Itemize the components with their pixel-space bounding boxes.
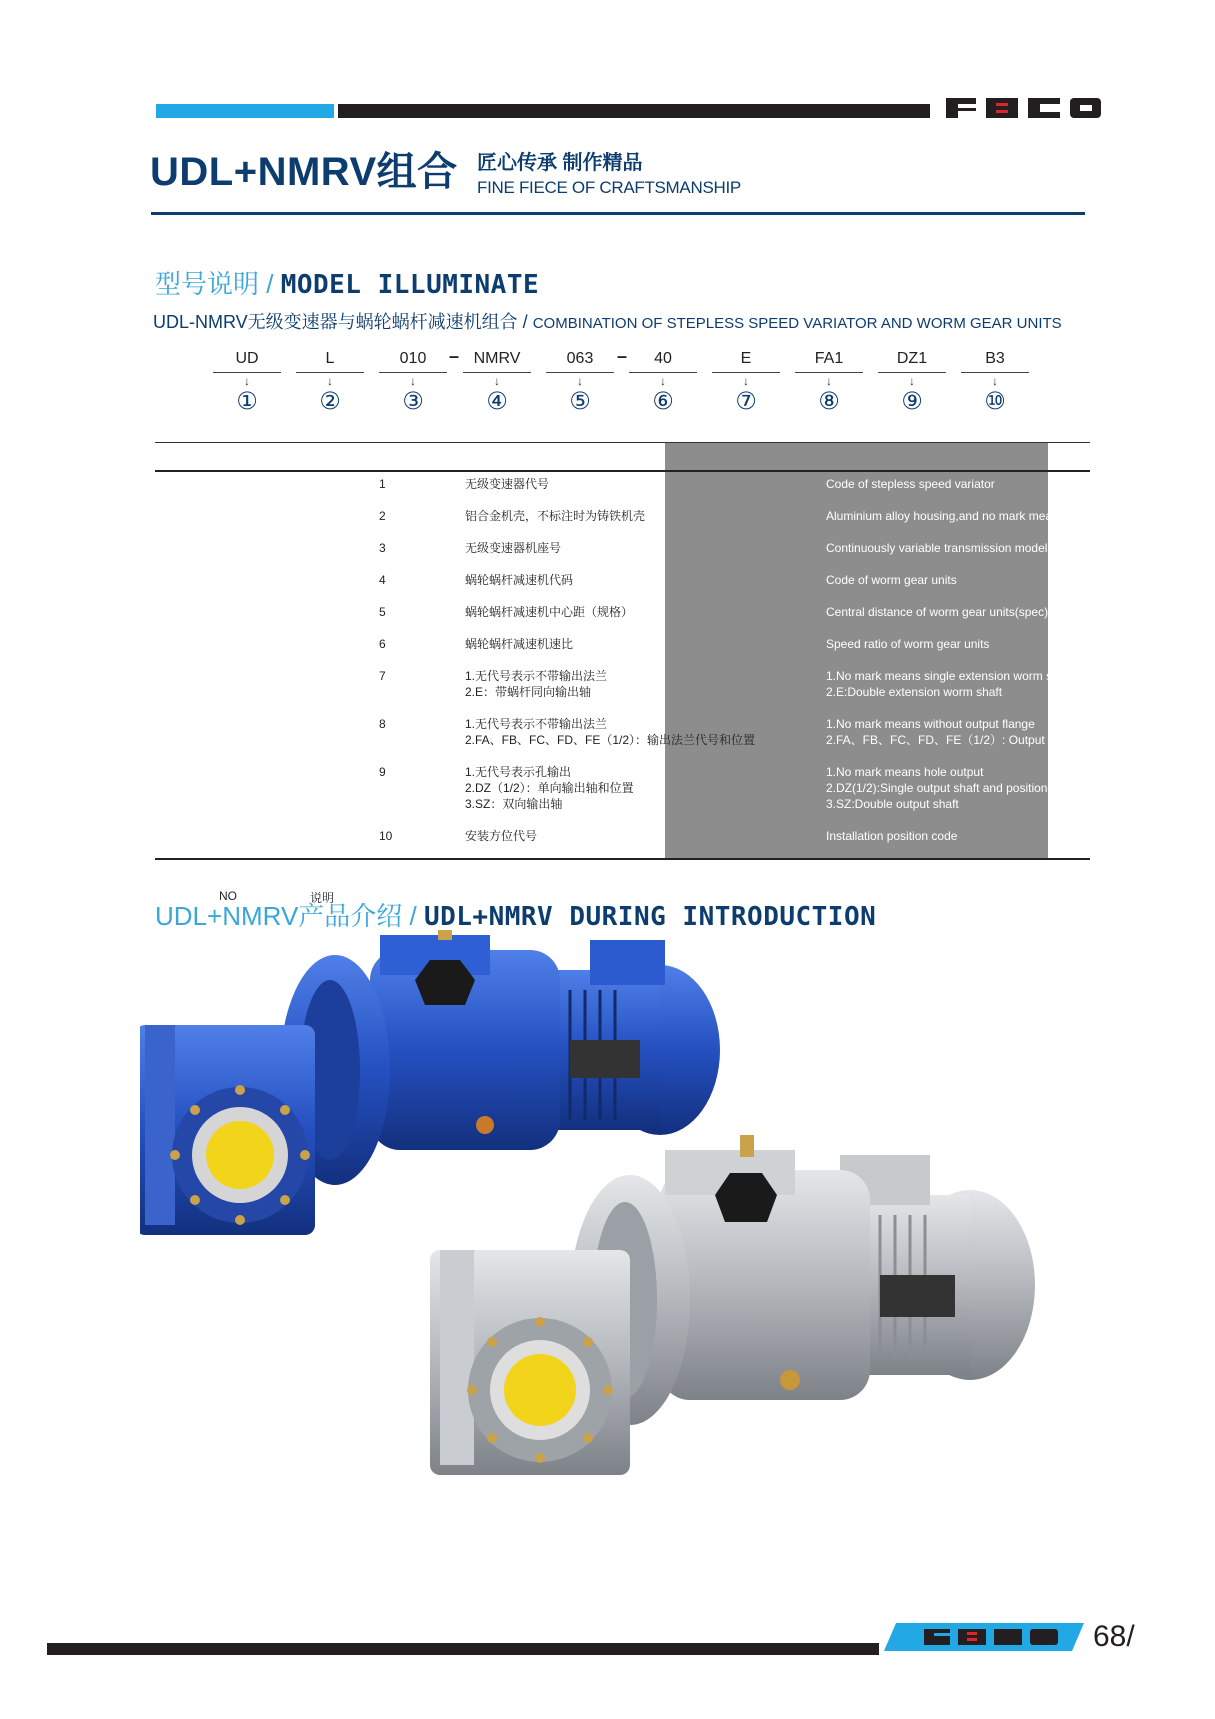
section-model-subtitle-en: COMBINATION OF STEPLESS SPEED VARIATOR AND WORM GEAR UNITS xyxy=(532,315,1062,332)
model-code-value: UD xyxy=(235,350,259,367)
brand-logo-top xyxy=(946,96,1101,120)
section-model-heading xyxy=(155,264,539,301)
description-line: 安装方位代号 xyxy=(465,829,538,843)
underline xyxy=(296,372,364,373)
comment-line: 2.E:Double extension worm shaft xyxy=(826,685,1003,699)
comment-line: Continuously variable transmission model xyxy=(826,541,1048,555)
model-code-index: ⑤ xyxy=(569,388,591,415)
output-cap-icon xyxy=(206,1121,274,1189)
arrow-down-icon: ↓ xyxy=(494,374,500,388)
model-code-value: L xyxy=(325,350,335,367)
model-code-value: 063 xyxy=(566,350,594,367)
row-number: 1 xyxy=(379,477,386,491)
model-code-index: ⑧ xyxy=(818,388,840,415)
row-comment-en xyxy=(826,764,1206,812)
table-header-rule xyxy=(155,470,1090,472)
description-line: 1.无代号表示孔输出 xyxy=(465,765,572,779)
description-line: 1.无代号表示不带输出法兰 xyxy=(465,717,608,731)
model-code-index: ⑨ xyxy=(901,388,923,415)
comment-line: 1.No mark means hole output xyxy=(826,765,984,779)
model-code-value: DZ1 xyxy=(896,350,928,367)
output-cap-icon xyxy=(504,1354,576,1426)
underline xyxy=(878,372,946,373)
model-code-value: 010 xyxy=(399,350,427,367)
table-header-description: 说明 xyxy=(310,891,335,905)
description-line: 无级变速器机座号 xyxy=(465,541,562,555)
row-description-cn xyxy=(465,636,815,652)
footer-bar xyxy=(47,1643,879,1655)
table-bottom-rule xyxy=(155,858,1090,860)
underline xyxy=(712,372,780,373)
title-divider xyxy=(151,212,1085,215)
model-code-dash: – xyxy=(617,346,628,366)
underline xyxy=(463,372,531,373)
model-code-value: 40 xyxy=(654,350,672,367)
arrow-down-icon: ↓ xyxy=(992,374,998,388)
row-number: 7 xyxy=(379,669,386,683)
brand-logo-bottom xyxy=(884,1623,1084,1651)
slogan-chinese: 匠心传承 制作精品 xyxy=(477,152,643,174)
row-comment-en xyxy=(826,476,1206,492)
model-code-value: FA1 xyxy=(814,350,844,367)
model-code-segment xyxy=(961,348,1029,416)
underline xyxy=(795,372,863,373)
model-code-segment xyxy=(463,348,531,416)
row-comment-en xyxy=(826,636,1206,652)
arrow-down-icon: ↓ xyxy=(660,374,666,388)
page-title: UDL+NMRV组合 xyxy=(150,150,458,194)
model-code-index: ⑥ xyxy=(652,388,674,415)
row-number: 3 xyxy=(379,541,386,555)
model-code-value: NMRV xyxy=(473,350,521,367)
section-introduction-title-cn: UDL+NMRV产品介绍 / xyxy=(155,901,417,931)
arrow-down-icon: ↓ xyxy=(743,374,749,388)
row-comment-en xyxy=(826,572,1206,588)
comment-line: 1.No mark means without output flange xyxy=(826,717,1035,731)
model-code-index: ① xyxy=(236,388,258,415)
svg-text:FECO: FECO xyxy=(884,1623,887,1624)
comment-line: 2.FA、FB、FC、FD、FE（1/2）: Output flange and position xyxy=(826,733,1149,747)
nameplate xyxy=(570,1040,640,1078)
underline xyxy=(629,372,697,373)
arrow-down-icon: ↓ xyxy=(577,374,583,388)
underline xyxy=(961,372,1029,373)
comment-line: Speed ratio of worm gear units xyxy=(826,637,990,651)
arrow-down-icon: ↓ xyxy=(410,374,416,388)
row-description-cn xyxy=(465,764,815,812)
model-code-index: ③ xyxy=(402,388,424,415)
model-code-index: ④ xyxy=(486,388,508,415)
row-number: 2 xyxy=(379,509,386,523)
section-introduction-title-en: UDL+NMRV DURING INTRODUCTION xyxy=(423,902,877,932)
model-code-segment xyxy=(379,348,447,416)
model-code-index: ⑦ xyxy=(735,388,757,415)
description-line: 3.SZ：双向输出轴 xyxy=(465,797,563,811)
model-code-segment xyxy=(296,348,364,416)
description-line: 2.E：带蜗杆同向输出轴 xyxy=(465,685,592,699)
section-model-title-cn: 型号说明 / xyxy=(155,269,274,299)
underline xyxy=(546,372,614,373)
description-line: 2.DZ（1/2）：单向输出轴和位置 xyxy=(465,781,634,795)
row-number: 6 xyxy=(379,637,386,651)
section-model-subtitle xyxy=(153,308,1062,334)
model-code-value: E xyxy=(740,350,752,367)
header-accent-bar-black xyxy=(338,104,930,118)
row-comment-en xyxy=(826,716,1206,748)
comment-line: 1.No mark means single extension worm shaft xyxy=(826,669,1073,683)
row-comment-en xyxy=(826,508,1206,524)
row-description-cn xyxy=(465,828,815,844)
table-header-comments: Comments xyxy=(671,889,730,903)
model-code-segment xyxy=(213,348,281,416)
row-number: 8 xyxy=(379,717,386,731)
model-code-segment xyxy=(629,348,697,416)
underline xyxy=(379,372,447,373)
row-description-cn xyxy=(465,540,815,556)
comment-line: Aluminium alloy housing,and no mark means cast iron casing xyxy=(826,509,1152,523)
section-model-subtitle-cn: UDL-NMRV无级变速器与蜗轮蜗杆减速机组合 / xyxy=(153,312,528,332)
nameplate xyxy=(880,1275,955,1317)
model-code-index: ② xyxy=(319,388,341,415)
comment-line: Code of stepless speed variator xyxy=(826,477,995,491)
model-code-segment xyxy=(546,348,614,416)
row-number: 10 xyxy=(379,829,393,843)
svg-text:FECO: FECO xyxy=(946,96,949,97)
row-number: 4 xyxy=(379,573,386,587)
description-line: 蜗轮蜗杆减速机代码 xyxy=(465,573,574,587)
description-line: 蜗轮蜗杆减速机速比 xyxy=(465,637,574,651)
arrow-down-icon: ↓ xyxy=(244,374,250,388)
row-description-cn xyxy=(465,716,815,748)
comment-line: Code of worm gear units xyxy=(826,573,957,587)
description-line: 蜗轮蜗杆减速机中心距（规格） xyxy=(465,605,634,619)
description-line: 2.FA、FB、FC、FD、FE（1/2）：输出法兰代号和位置 xyxy=(465,733,756,747)
row-description-cn xyxy=(465,572,815,588)
underline xyxy=(213,372,281,373)
section-introduction-heading xyxy=(155,896,876,933)
model-code-segment xyxy=(795,348,863,416)
model-code-dash: – xyxy=(449,346,460,366)
arrow-down-icon: ↓ xyxy=(826,374,832,388)
row-comment-en xyxy=(826,540,1206,556)
row-description-cn xyxy=(465,668,815,700)
row-description-cn xyxy=(465,476,815,492)
section-model-title-en: MODEL ILLUMINATE xyxy=(280,270,540,300)
arrow-down-icon: ↓ xyxy=(909,374,915,388)
slogan-english: FINE FIECE OF CRAFTSMANSHIP xyxy=(477,178,741,197)
product-photos xyxy=(140,930,1070,1610)
comment-line: Central distance of worm gear units(spec) xyxy=(826,605,1049,619)
row-number: 9 xyxy=(379,765,386,779)
page-number: 68/ xyxy=(1093,1620,1135,1653)
table-top-rule xyxy=(155,442,1090,443)
model-code-segment xyxy=(878,348,946,416)
header-accent-bar-blue xyxy=(156,104,334,118)
silver-udl-nmrv-unit xyxy=(430,1135,1035,1475)
row-number: 5 xyxy=(379,605,386,619)
arrow-down-icon: ↓ xyxy=(327,374,333,388)
description-line: 无级变速器代号 xyxy=(465,477,550,491)
row-comment-en xyxy=(826,604,1206,620)
row-description-cn xyxy=(465,604,815,620)
description-line: 1.无代号表示不带输出法兰 xyxy=(465,669,608,683)
model-code-index: ⑩ xyxy=(984,388,1006,415)
comment-line: Installation position code xyxy=(826,829,958,843)
row-description-cn xyxy=(465,508,815,524)
row-comment-en xyxy=(826,668,1206,700)
row-comment-en xyxy=(826,828,1206,844)
comment-line: 2.DZ(1/2):Single output shaft and position xyxy=(826,781,1048,795)
model-code-value: B3 xyxy=(985,350,1005,367)
description-line: 铝合金机壳，不标注时为铸铁机壳 xyxy=(465,509,646,523)
table-header-no: NO xyxy=(219,889,237,903)
model-code-segment xyxy=(712,348,780,416)
comment-line: 3.SZ:Double output shaft xyxy=(826,797,959,811)
